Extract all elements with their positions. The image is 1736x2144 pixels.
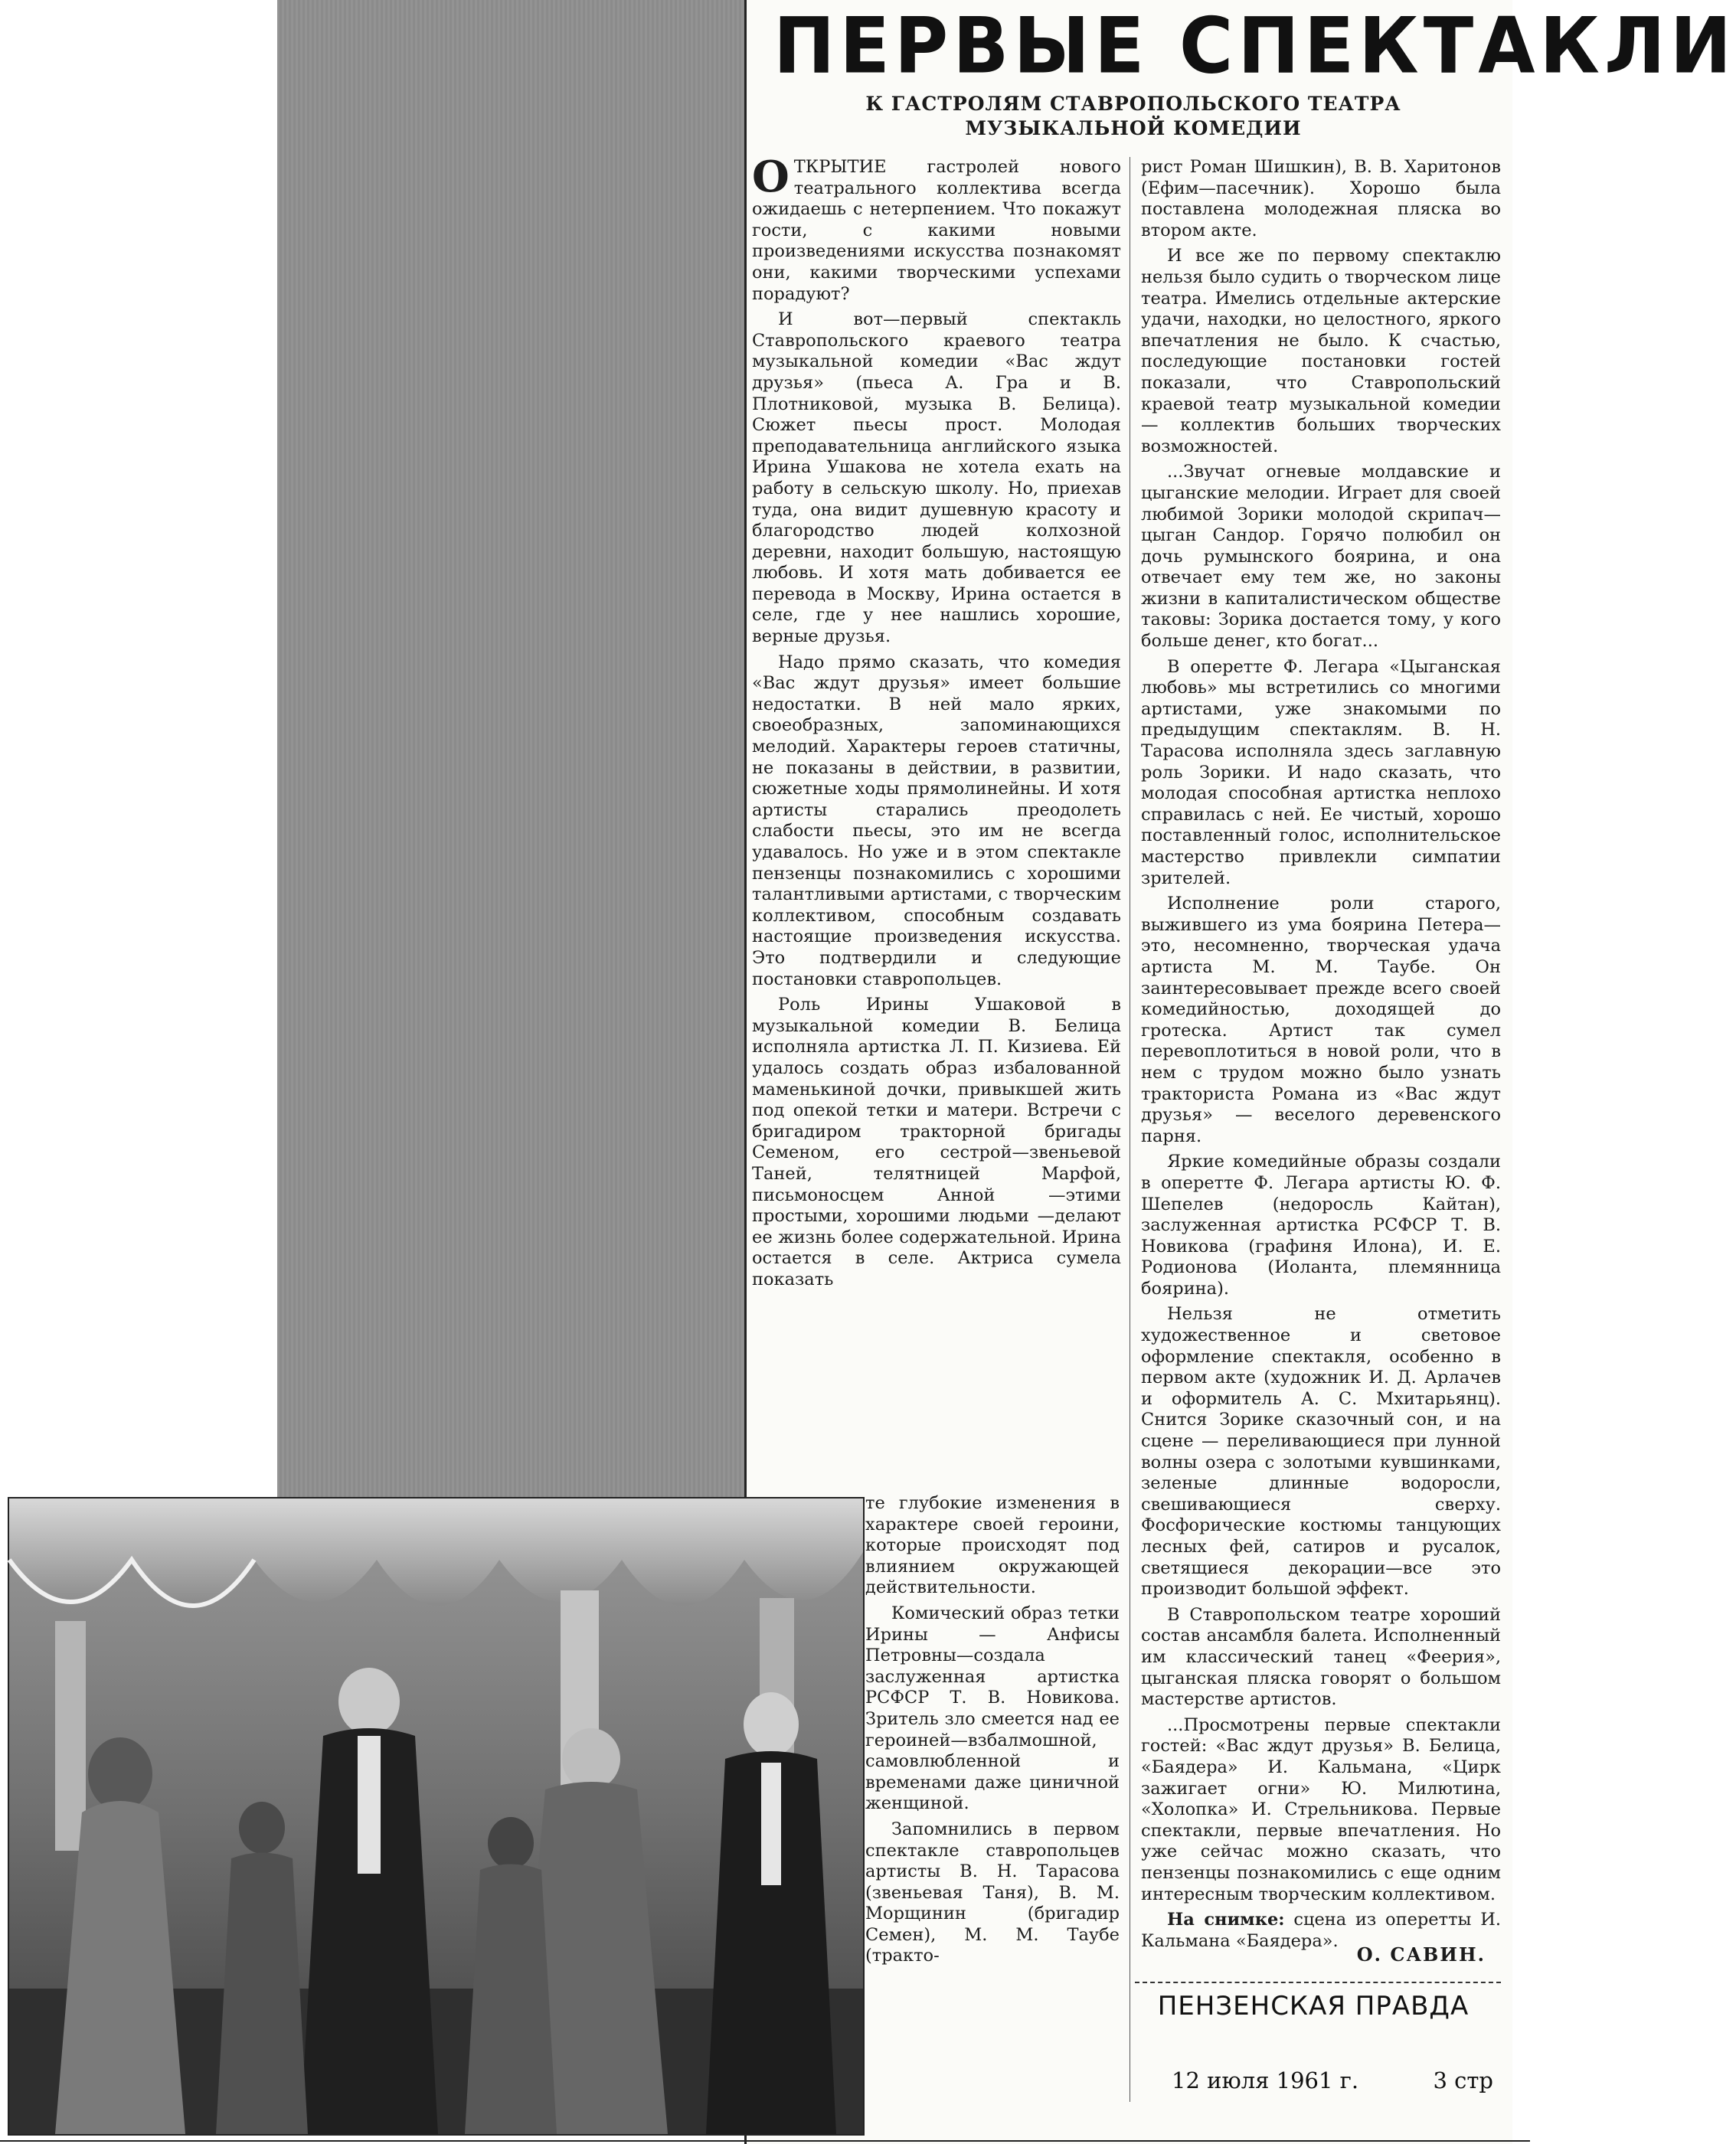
article-subheadline: К ГАСТРОЛЯМ СТАВРОПОЛЬСКОГО ТЕАТРА МУЗЫКАЛЬНОЙ КОМЕДИИ	[865, 93, 1401, 139]
article-column-1	[752, 152, 1121, 1485]
page-number: 3 стр	[1433, 2067, 1493, 2093]
caption-text: сцена из оперетты И. Кальмана «Баядера».	[1141, 1910, 1501, 1951]
article-column-2	[1141, 157, 1501, 1951]
paragraph: Запомнились в первом спектакле ставропольцев артисты В. Н. Тарасова (звеньевая Таня), В. М. Морщинин (бригадир Семен), М. М. Таубе (тракто-	[865, 1819, 1120, 1966]
article-column-1-continued	[865, 1493, 1120, 2125]
paragraph: В Ставропольском театре хороший состав ансамбля балета. Исполненный им классический танец «Феерия», цыганская пляска говорят о большом мастерстве артистов.	[1141, 1604, 1501, 1710]
paragraph: В оперетте Ф. Легара «Цыганская любовь» мы встретились со многими артистами, уже знакомыми по предыдущим спектаклям. В. Н. Тарасова исполняла здесь заглавную роль Зорики. И надо сказать, что молодая способная артистка неплохо справилась с ней. Ее чистый, хорошо поставленный голос, исполнительское мастерство привлекли симпатии зрителей.	[1141, 656, 1501, 888]
author-signature: О. САВИН.	[1356, 1943, 1486, 1966]
gray-background-panel	[277, 0, 744, 1497]
paragraph: Комический образ тетки Ирины — Анфисы Петровны—создала заслуженная артистка РСФСР Т. В. Новикова. Зритель зло смеется над ее героиней—взбалмошной, самовлюбленной и временами даже циничной женщиной.	[865, 1603, 1120, 1814]
paragraph: те глубокие изменения в характере своей героини, которые происходят под влиянием окружающей действительности.	[865, 1493, 1120, 1598]
paragraph: Яркие комедийные образы создали в оперетте Ф. Легара артисты Ю. Ф. Шепелев (недоросль Кайтан), заслуженная артистка РСФСР Т. В. Новикова (графиня Илона), И. Е. Родионова (Иоланта, племянница боярина).	[1141, 1152, 1501, 1299]
article-headline: ПЕРВЫЕ СПЕКТАКЛИ	[773, 1, 1736, 91]
masthead-rule	[1135, 1982, 1501, 1988]
paragraph: И все же по первому спектаклю нельзя было судить о творческом лице театра. Имелись отдельные актерские удачи, находки, но целостного, яркого впечатления не было. К счастью, последующие постановки гостей показали, что Ставропольский краевой театр музыкальной комедии — коллектив больших творческих возможностей.	[1141, 246, 1501, 456]
theatre-scene-photo	[8, 1497, 865, 2136]
paragraph: Нельзя не отметить художественное и световое оформление спектакля, особенно в первом акте (художник И. Д. Арлачев и оформитель А. С. Мхитарьянц). Снится Зорике сказочный сон, и на сцене — переливающиеся при лунной волны озера с золотыми кувшинками, зеленые длинные водоросли, свешивающиеся сверху. Фосфорические костюмы танцующих лесных фей, сатиров и русалок, светящиеся декорации—все это производит большой эффект.	[1141, 1304, 1501, 1600]
paragraph: рист Роман Шишкин), В. В. Харитонов (Ефим—пасечник). Хорошо была поставлена молодежная пляска во втором акте.	[1141, 157, 1501, 240]
paragraph: ...Просмотрены первые спектакли гостей: «Вас ждут друзья» В. Белица, «Баядера» И. Кальмана, «Цирк зажигает огни» Ю. Милютина, «Холопка» И. Стрельникова. Первые спектакли, первые впечатления. Но уже сейчас можно сказать, что пензенцы познакомились с еще одним интересным творческим коллективом.	[1141, 1714, 1501, 1904]
publication-date: 12 июля 1961 г.	[1172, 2067, 1359, 2093]
photo-illustration	[9, 1499, 863, 2134]
paragraph: Надо прямо сказать, что комедия «Вас ждут друзья» имеет большие недостатки. В ней мало ярких, своеобразных, запоминающихся мелодий. Характеры героев статичны, не показаны в действии, в развитии, сюжетные ходы прямолинейны. И хотя артисты старались преодолеть слабости пьесы, это им не всегда удавалось. Но уже и в этом спектакле пензенцы познакомились с хорошими талантливыми артистами, с творческим коллективом, способным создавать настоящие произведения искусства. Это подтвердили и следующие постановки ставропольцев.	[752, 652, 1121, 989]
dateline	[1172, 2067, 1493, 2093]
paragraph: ...Звучат огневые молдавские и цыганские мелодии. Играет для своей любимой Зорики молодой скрипач—цыган Сандор. Горячо полюбил он дочь румынского боярина, и она отвечает ему тем же, но законы жизни в капиталистическом обществе таковы: Зорика достается тому, у кого больше денег, кто богат...	[1141, 462, 1501, 652]
paragraph: И вот—первый спектакль Ставропольского краевого театра музыкальной комедии «Вас ждут друзья» (пьеса А. Гра и В. Плотниковой, музыка В. Белица). Сюжет пьесы прост. Молодая преподавательница английского языка Ирина Ушакова не хотела ехать на работу в сельскую школу. Но, приехав туда, она видит душевную красоту и благородство людей колхозной деревни, находит большую, настоящую любовь. И хотя мать добивается ее перевода в Москву, Ирина остается в селе, где у нее нашлись хорошие, верные друзья.	[752, 309, 1121, 647]
paragraph: ОТКРЫТИЕ гастролей нового театрального коллектива всегда ожидаешь с нетерпением. Что покажут гости, с какими новыми произведениями искусства познакомят они, какими творческими успехами порадуют?	[752, 152, 1121, 304]
paragraph: Исполнение роли старого, выжившего из ума боярина Петера—это, несомненно, творческая удача артиста М. М. Таубе. Он заинтересовывает прежде всего своей комедийностью, доходящей до гротеска. Артист так сумел перевоплотиться в новой роли, что в нем с трудом можно было узнать тракториста Романа из «Вас ждут друзья» — веселого деревенского парня.	[1141, 894, 1501, 1146]
newspaper-masthead: ПЕНЗЕНСКАЯ ПРАВДА	[1157, 1991, 1470, 2021]
paragraph: Роль Ирины Ушаковой в музыкальной комедии В. Белица исполняла артистка Л. П. Кизиева. Ей удалось создать образ избалованной маменькиной дочки, привыкшей жить под опекой тетки и матери. Встречи с бригадиром тракторной бригады Семеном, его сестрой—звеньевой Таней, телятницей Марфой, письмоносцем Анной —этими простыми, хорошими людьми —делают ее жизнь более содержательной. Ирина остается в селе. Актриса сумела показать	[752, 995, 1121, 1289]
drop-cap: О	[752, 152, 790, 202]
caption-label: На снимке:	[1167, 1910, 1285, 1930]
bottom-rule	[0, 2140, 1530, 2142]
